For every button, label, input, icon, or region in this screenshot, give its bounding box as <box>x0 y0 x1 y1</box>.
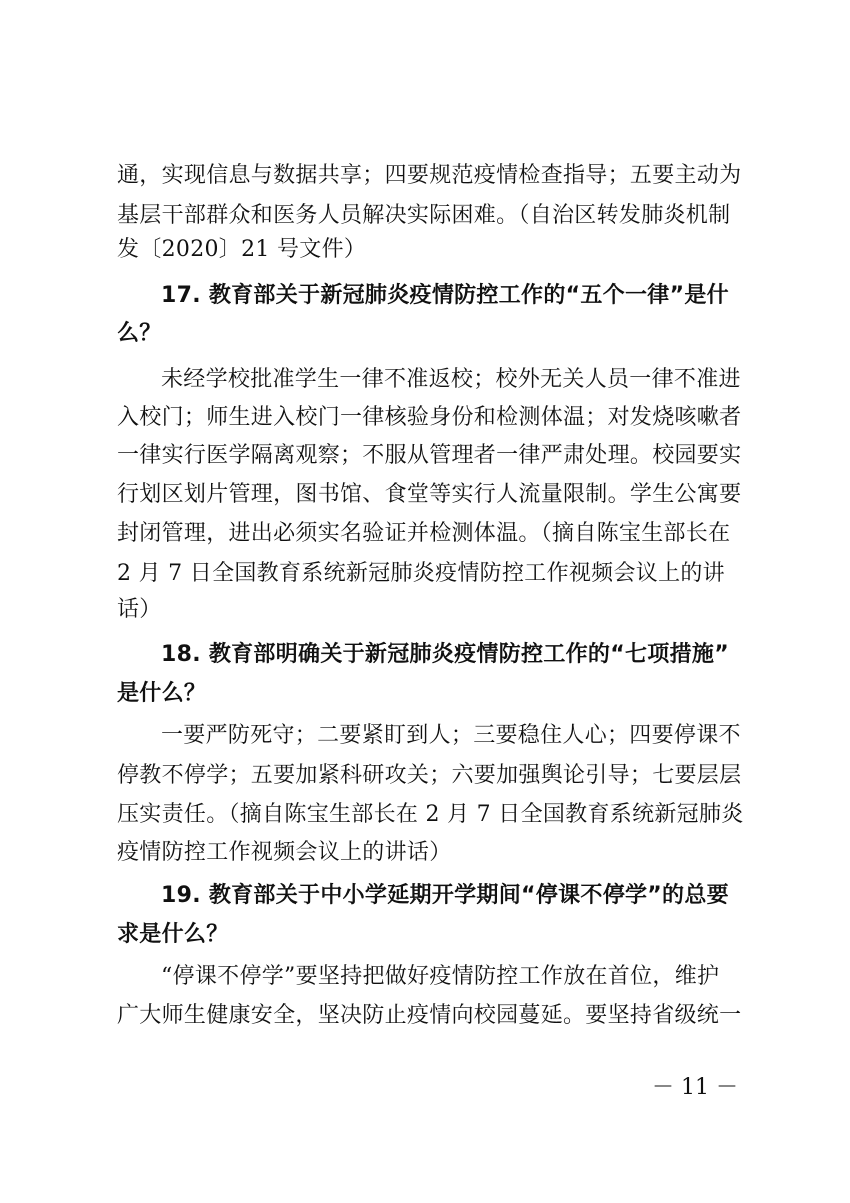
page-number: － 11 － <box>652 1075 738 1100</box>
body-text-line: 一要严防死守；二要紧盯到人；三要稳住人心；四要停课不 <box>161 723 741 748</box>
question-17-heading-cont: 么？ <box>117 321 162 346</box>
question-18-heading-cont: 是什么？ <box>117 681 207 706</box>
question-19-heading: 19. 教育部关于中小学延期开学期间“停课不停学”的总要 <box>161 883 729 908</box>
body-text-line: 封闭管理，进出必须实名验证并检测体温。（摘自陈宝生部长在 <box>117 521 731 546</box>
body-text-line: 疫情防控工作视频会议上的讲话） <box>117 840 452 865</box>
question-19-heading-cont: 求是什么？ <box>117 922 229 947</box>
body-text-line: 基层干部群众和医务人员解决实际困难。（自治区转发肺炎机制 <box>117 203 731 228</box>
body-text-line: 行划区划片管理，图书馆、食堂等实行人流量限制。学生公寓要 <box>117 482 742 507</box>
body-text-line: 话） <box>117 597 162 622</box>
body-text-line: 发〔2020〕21 号文件） <box>117 237 367 262</box>
body-text-line: 未经学校批准学生一律不准返校；校外无关人员一律不准进 <box>161 367 741 392</box>
body-text-line: 压实责任。（摘自陈宝生部长在 2 月 7 日全国教育系统新冠肺炎 <box>117 802 744 827</box>
body-text-line: “停课不停学”要坚持把做好疫情防控工作放在首位，维护 <box>161 964 720 989</box>
question-18-heading: 18. 教育部明确关于新冠肺炎疫情防控工作的“七项措施” <box>161 642 729 667</box>
body-text-line: 入校门；师生进入校门一律核验身份和检测体温；对发烧咳嗽者 <box>117 405 742 430</box>
body-text-line: 2 月 7 日全国教育系统新冠肺炎疫情防控工作视频会议上的讲 <box>117 561 725 586</box>
body-text-line: 停教不停学；五要加紧科研攻关；六要加强舆论引导；七要层层 <box>117 763 742 788</box>
body-text-line: 通，实现信息与数据共享；四要规范疫情检查指导；五要主动为 <box>117 163 742 188</box>
body-text-line: 一律实行医学隔离观察；不服从管理者一律严肃处理。校园要实 <box>117 443 742 468</box>
question-17-heading: 17. 教育部关于新冠肺炎疫情防控工作的“五个一律”是什 <box>161 283 729 308</box>
body-text-line: 广大师生健康安全，坚决防止疫情向校园蔓延。要坚持省级统一 <box>117 1003 742 1028</box>
